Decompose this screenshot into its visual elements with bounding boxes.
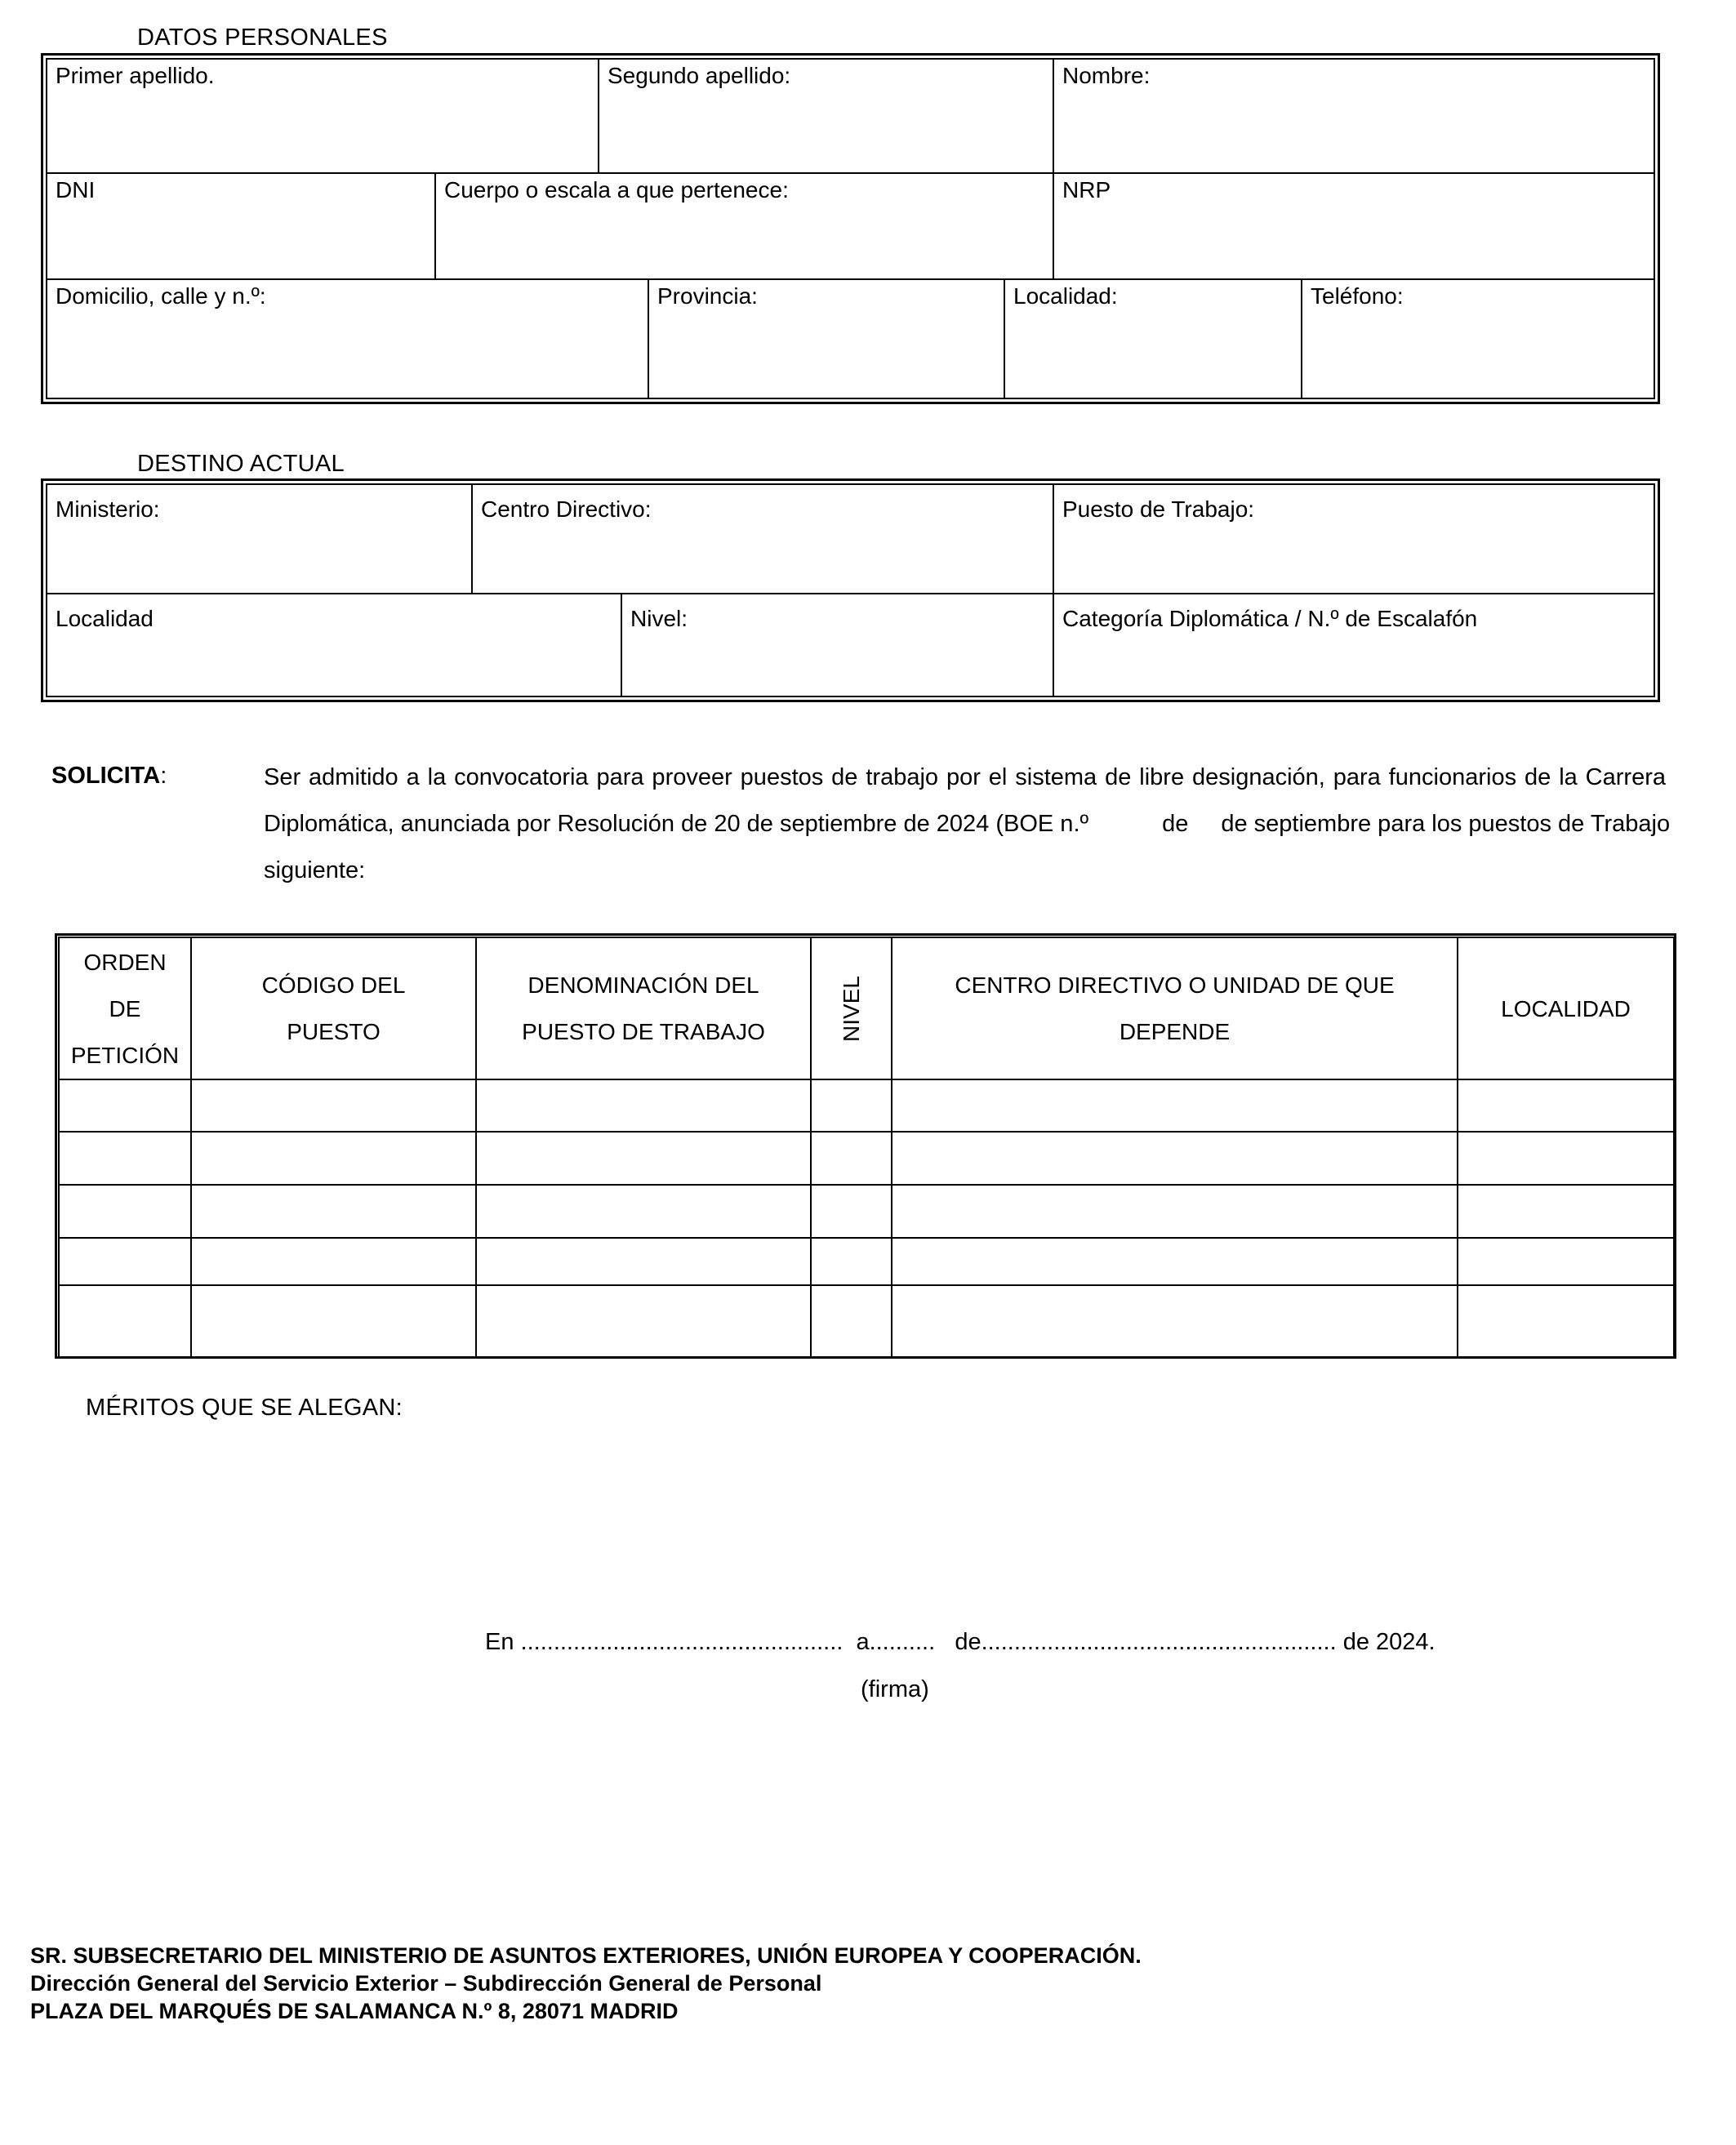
header-nivel	[811, 937, 892, 1079]
puestos-table	[58, 937, 1675, 1358]
dni-field[interactable]	[47, 174, 436, 280]
row-1-localidad[interactable]	[1458, 1079, 1674, 1132]
nivel-field[interactable]	[622, 594, 1054, 696]
row-1-nivel[interactable]	[811, 1079, 892, 1132]
categoria-field[interactable]	[1054, 594, 1654, 696]
date-line: En ................................................. a.......... de...................................................... de 2024.	[485, 1629, 1436, 1655]
header-centro	[892, 937, 1458, 1079]
solicita-paragraph	[264, 754, 1671, 894]
solicita-line-2-c: de septiembre para los puestos de Trabajo	[1221, 811, 1671, 837]
centro-directivo-field[interactable]	[473, 485, 1054, 594]
row-5-codigo[interactable]	[191, 1285, 476, 1357]
header-localidad	[1458, 937, 1674, 1079]
segundo-apellido-label: Segundo apellido:	[608, 63, 791, 88]
localidad-actual-label: Localidad	[56, 606, 154, 631]
row-1-orden[interactable]	[59, 1079, 191, 1132]
table-row	[59, 1285, 1674, 1357]
header-orden-2: DE	[109, 995, 141, 1021]
solicita-line-1: Ser admitido a la convocatoria para proveer puestos de trabajo por el sistema de libre designación, para funcionarios de la Carrera	[264, 764, 1666, 790]
puesto-trabajo-field[interactable]	[1054, 485, 1654, 594]
table-row	[59, 1079, 1674, 1132]
puesto-trabajo-label: Puesto de Trabajo:	[1062, 496, 1255, 522]
row-3-centro[interactable]	[892, 1185, 1458, 1238]
header-centro-2: DEPENDE	[1119, 1019, 1231, 1044]
header-codigo	[191, 937, 476, 1079]
meritos-label: MÉRITOS QUE SE ALEGAN:	[86, 1395, 403, 1421]
cuerpo-field[interactable]	[436, 174, 1054, 280]
nombre-label: Nombre:	[1062, 63, 1151, 88]
address-line-2: Dirección General del Servicio Exterior – Subdirección General de Personal	[30, 1971, 822, 1996]
header-denominacion	[476, 937, 811, 1079]
nrp-label: NRP	[1062, 177, 1111, 202]
header-orden-3: PETICIÓN	[70, 1042, 180, 1068]
row-2-localidad[interactable]	[1458, 1132, 1674, 1185]
datos-personales-box	[41, 53, 1660, 404]
row-2-nivel[interactable]	[811, 1132, 892, 1185]
header-codigo-1: CÓDIGO DEL	[261, 972, 406, 998]
header-nivel-label: NIVEL	[839, 975, 864, 1042]
row-5-orden[interactable]	[59, 1285, 191, 1357]
row-4-codigo[interactable]	[191, 1238, 476, 1285]
destino-actual-box	[41, 478, 1660, 702]
dni-label: DNI	[56, 177, 96, 202]
solicita-line-2	[264, 801, 1671, 848]
firma-label: (firma)	[861, 1676, 929, 1702]
localidad-field[interactable]	[1005, 280, 1302, 398]
provincia-field[interactable]	[649, 280, 1005, 398]
provincia-label: Provincia:	[657, 283, 758, 309]
row-2-denominacion[interactable]	[476, 1132, 811, 1185]
row-4-centro[interactable]	[892, 1238, 1458, 1285]
meritos-area[interactable]	[86, 1429, 1654, 1609]
ministerio-label: Ministerio:	[56, 496, 160, 522]
row-5-denominacion[interactable]	[476, 1285, 811, 1357]
solicita-line-3: siguiente:	[264, 857, 366, 883]
row-5-localidad[interactable]	[1458, 1285, 1674, 1357]
row-2-codigo[interactable]	[191, 1132, 476, 1185]
header-denominacion-2: PUESTO DE TRABAJO	[522, 1019, 765, 1044]
domicilio-label: Domicilio, calle y n.º:	[56, 283, 266, 309]
row-4-orden[interactable]	[59, 1238, 191, 1285]
nrp-field[interactable]	[1054, 174, 1654, 280]
primer-apellido-field[interactable]	[47, 60, 599, 174]
row-3-localidad[interactable]	[1458, 1185, 1674, 1238]
header-denominacion-1: DENOMINACIÓN DEL	[527, 972, 759, 998]
table-header-row	[59, 937, 1674, 1079]
address-line-3: PLAZA DEL MARQUÉS DE SALAMANCA N.º 8, 28071 MADRID	[30, 1999, 679, 2023]
header-localidad-label: LOCALIDAD	[1501, 995, 1631, 1021]
row-1-codigo[interactable]	[191, 1079, 476, 1132]
header-orden-1: ORDEN	[83, 949, 167, 975]
datos-personales-title: DATOS PERSONALES	[137, 24, 388, 51]
telefono-field[interactable]	[1302, 280, 1654, 398]
telefono-label: Teléfono:	[1311, 283, 1404, 309]
cuerpo-label: Cuerpo o escala a que pertenece:	[444, 177, 789, 202]
solicita-label: SOLICITA	[51, 763, 161, 789]
table-row	[59, 1185, 1674, 1238]
row-5-nivel[interactable]	[811, 1285, 892, 1357]
nivel-label: Nivel:	[630, 606, 688, 631]
header-orden	[59, 937, 191, 1079]
solicita-line-2-b: de	[1162, 811, 1189, 837]
primer-apellido-label: Primer apellido.	[56, 63, 215, 88]
solicita-line-2-a: Diplomática, anunciada por Resolución de 20 de septiembre de 2024 (BOE n.º	[264, 811, 1089, 837]
ministerio-field[interactable]	[47, 485, 473, 594]
categoria-label: Categoría Diplomática / N.º de Escalafón	[1062, 606, 1478, 631]
row-2-orden[interactable]	[59, 1132, 191, 1185]
table-row	[59, 1132, 1674, 1185]
row-4-denominacion[interactable]	[476, 1238, 811, 1285]
header-centro-1: CENTRO DIRECTIVO O UNIDAD DE QUE	[955, 972, 1395, 998]
row-3-denominacion[interactable]	[476, 1185, 811, 1238]
row-2-centro[interactable]	[892, 1132, 1458, 1185]
row-4-localidad[interactable]	[1458, 1238, 1674, 1285]
solicita-heading	[51, 763, 167, 790]
row-1-centro[interactable]	[892, 1079, 1458, 1132]
row-1-denominacion[interactable]	[476, 1079, 811, 1132]
header-codigo-2: PUESTO	[287, 1019, 381, 1044]
row-4-nivel[interactable]	[811, 1238, 892, 1285]
nombre-field[interactable]	[1054, 60, 1654, 174]
address-line-1: SR. SUBSECRETARIO DEL MINISTERIO DE ASUNTOS EXTERIORES, UNIÓN EUROPEA Y COOPERACIÓN.	[30, 1943, 1142, 1968]
centro-directivo-label: Centro Directivo:	[481, 496, 652, 522]
localidad-actual-field[interactable]	[47, 594, 622, 696]
row-3-codigo[interactable]	[191, 1185, 476, 1238]
row-3-nivel[interactable]	[811, 1185, 892, 1238]
solicita-colon: :	[160, 763, 167, 789]
segundo-apellido-field[interactable]	[599, 60, 1054, 174]
row-5-centro[interactable]	[892, 1285, 1458, 1357]
table-row	[59, 1238, 1674, 1285]
row-3-orden[interactable]	[59, 1185, 191, 1238]
destino-actual-title: DESTINO ACTUAL	[137, 451, 345, 477]
domicilio-field[interactable]	[47, 280, 649, 398]
address-block	[30, 1942, 1142, 2025]
localidad-label: Localidad:	[1013, 283, 1118, 309]
